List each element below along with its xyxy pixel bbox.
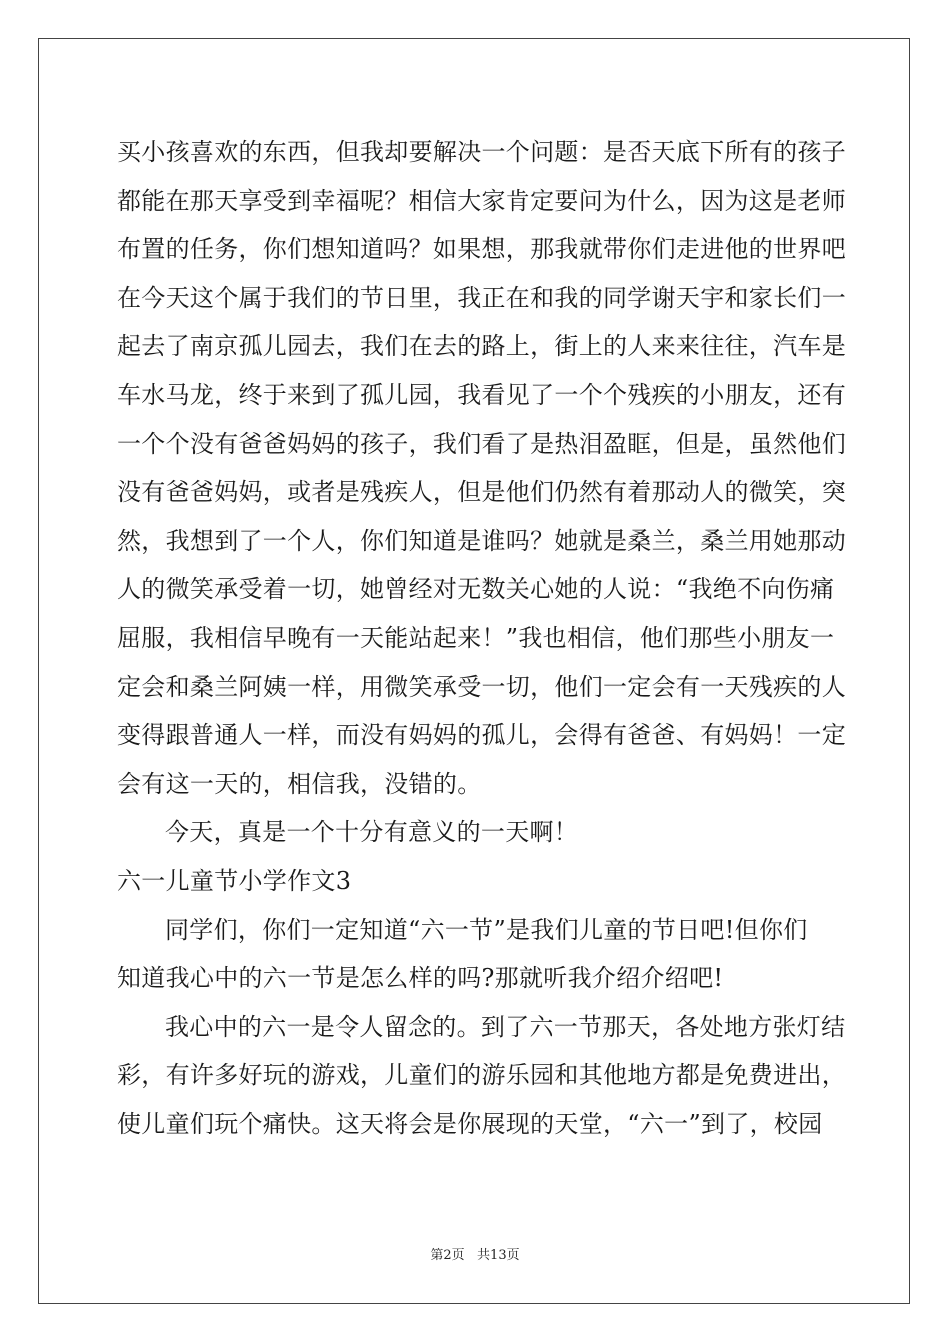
document-body [117, 128, 846, 1148]
text-line: 人的微笑承受着一切，她曾经对无数关心她的人说：“我绝不向伤痛 [117, 575, 835, 604]
text-line: 然，我想到了一个人，你们知道是谁吗？她就是桑兰，桑兰用她那动 [117, 526, 846, 555]
text-line: 一个个没有爸爸妈妈的孩子，我们看了是热泪盈眶，但是，虽然他们 [117, 429, 846, 458]
text-line: 知道我心中的六一节是怎么样的吗?那就听我介绍介绍吧! [117, 964, 724, 993]
paragraph-line: 同学们，你们一定知道“六一节”是我们儿童的节日吧!但你们 [165, 915, 808, 944]
text-line: 变得跟普通人一样，而没有妈妈的孤儿，会得有爸爸、有妈妈！一定 [117, 721, 846, 750]
text-line: 买小孩喜欢的东西，但我却要解决一个问题：是否天底下所有的孩子 [117, 138, 846, 166]
text-line: 车水马龙，终于来到了孤儿园，我看见了一个个残疾的小朋友，还有 [117, 380, 846, 409]
text-line: 屈服，我相信早晚有一天能站起来！”我也相信，他们那些小朋友一 [117, 623, 835, 652]
paragraph-line: 我心中的六一是令人留念的。到了六一节那天，各处地方张灯结 [165, 1012, 846, 1041]
text-line: 使儿童们玩个痛快。这天将会是你展现的天堂，“六一”到了，校园 [117, 1109, 823, 1138]
page-number-footer: 第2页 共13页 [430, 1248, 520, 1263]
text-line: 彩，有许多好玩的游戏，儿童们的游乐园和其他地方都是免费进出， [117, 1061, 846, 1090]
text-line: 起去了南京孤儿园去，我们在去的路上，街上的人来来往往，汽车是 [117, 332, 846, 361]
text-line: 都能在那天享受到幸福呢？相信大家肯定要问为什么，因为这是老师 [117, 186, 846, 215]
section-heading: 六一儿童节小学作文3 [117, 866, 352, 895]
text-line: 在今天这个属于我们的节日里，我正在和我的同学谢天宇和家长们一 [117, 283, 846, 312]
paragraph-line: 今天，真是一个十分有意义的一天啊！ [165, 818, 579, 847]
text-line: 会有这一天的，相信我，没错的。 [117, 769, 482, 798]
text-line: 布置的任务，你们想知道吗？如果想，那我就带你们走进他的世界吧 [117, 235, 846, 264]
text-line: 定会和桑兰阿姨一样，用微笑承受一切，他们一定会有一天残疾的人 [117, 672, 846, 701]
text-line: 没有爸爸妈妈，或者是残疾人，但是他们仍然有着那动人的微笑，突 [117, 478, 846, 507]
